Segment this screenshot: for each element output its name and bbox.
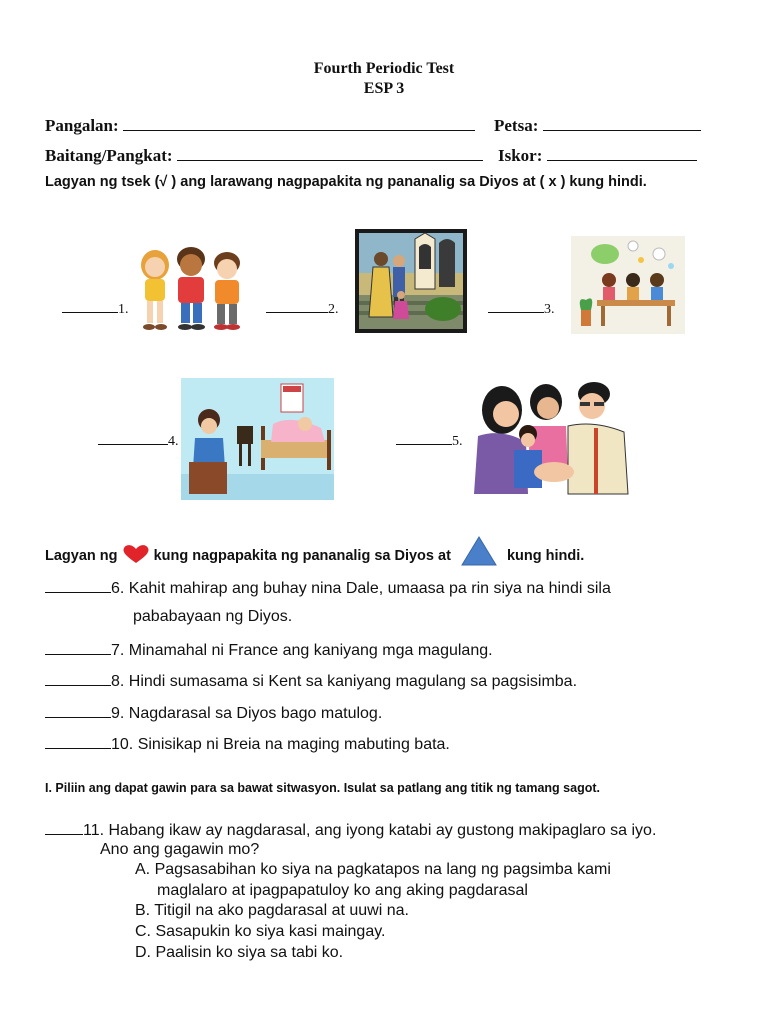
item-2-answer — [266, 298, 339, 318]
heart-icon — [122, 544, 150, 568]
answer-blank-9[interactable] — [45, 703, 111, 718]
answer-blank-10[interactable] — [45, 734, 111, 749]
petsa-field[interactable] — [543, 115, 701, 131]
item-9 — [45, 703, 382, 723]
choice-b: B. Titigil na ako pagdarasal at uuwi na. — [135, 902, 409, 919]
item-11-text: 11. Habang ikaw ay nagdarasal, ang iyong katabi ay gustong makipaglaro sa iyo. — [83, 822, 657, 839]
baitang-row — [45, 145, 483, 166]
part2-instruction-c: kung hindi. — [506, 548, 585, 564]
item-4-answer — [98, 430, 179, 450]
item-5-answer — [396, 430, 463, 450]
part2-instruction — [45, 536, 584, 570]
iskor-row — [498, 145, 697, 166]
pangalan-label: Pangalan: — [45, 116, 119, 135]
item-3-answer — [488, 298, 555, 318]
item-10 — [45, 734, 450, 754]
answer-blank-8[interactable] — [45, 671, 111, 686]
item-4-number: 4. — [168, 434, 179, 449]
test-title: Fourth Periodic Test — [313, 60, 455, 77]
item-11-question: Ano ang gagawin mo? — [100, 841, 260, 858]
item-5-number: 5. — [452, 434, 463, 449]
baitang-label: Baitang/Pangkat: — [45, 146, 173, 165]
picture-children-walking — [133, 243, 255, 335]
answer-blank-5[interactable] — [396, 430, 452, 445]
pangalan-field[interactable] — [123, 115, 475, 131]
item-6-continued: pababayaan ng Diyos. — [133, 608, 293, 625]
answer-blank-3[interactable] — [488, 298, 544, 313]
item-1-answer — [62, 298, 129, 318]
item-6-text: 6. Kahit mahirap ang buhay nina Dale, umaasa pa rin siya na hindi sila — [111, 580, 611, 597]
item-8-text: 8. Hindi sumasama si Kent sa kaniyang magulang sa pagsisimba. — [111, 673, 578, 690]
choice-c: C. Sasapukin ko siya kasi maingay. — [135, 923, 386, 940]
answer-blank-7[interactable] — [45, 640, 111, 655]
part1-instruction: Lagyan ng tsek (√ ) ang larawang nagpapakita ng pananalig sa Diyos at ( x ) kung hindi. — [45, 174, 647, 190]
item-10-text: 10. Sinisikap ni Breia na maging mabuting bata. — [111, 736, 450, 753]
pangalan-row — [45, 115, 475, 136]
petsa-row — [494, 115, 701, 136]
item-7 — [45, 640, 493, 660]
choice-d: D. Paalisin ko siya sa tabi ko. — [135, 944, 344, 961]
answer-blank-1[interactable] — [62, 298, 118, 313]
item-3-number: 3. — [544, 302, 555, 317]
picture-family-church — [355, 229, 467, 333]
answer-blank-2[interactable] — [266, 298, 328, 313]
item-2-number: 2. — [328, 302, 339, 317]
answer-blank-6[interactable] — [45, 578, 111, 593]
triangle-icon — [461, 536, 497, 570]
answer-blank-4[interactable] — [98, 430, 168, 445]
iskor-field[interactable] — [547, 145, 697, 161]
item-6 — [45, 578, 611, 598]
test-subtitle: ESP 3 — [363, 80, 405, 97]
choice-a-continued: maglalaro at ipagpapatuloy ko ang aking pagdarasal — [157, 882, 528, 899]
item-7-text: 7. Minamahal ni France ang kaniyang mga magulang. — [111, 642, 493, 659]
baitang-field[interactable] — [177, 145, 483, 161]
picture-children-at-table — [571, 236, 685, 334]
part2-instruction-a: Lagyan ng — [45, 548, 118, 564]
item-9-text: 9. Nagdarasal sa Diyos bago matulog. — [111, 705, 383, 722]
petsa-label: Petsa: — [494, 116, 539, 135]
item-1-number: 1. — [118, 302, 129, 317]
choice-a: A. Pagsasabihan ko siya na pagkatapos na lang ng pagsimba kami — [135, 861, 611, 878]
picture-family-praying — [468, 376, 632, 496]
item-11 — [45, 820, 656, 840]
part3-instruction: I. Piliin ang dapat gawin para sa bawat sitwasyon. Isulat sa patlang ang titik ng tamang sagot. — [45, 781, 600, 795]
item-8 — [45, 671, 577, 691]
part2-instruction-b: kung nagpapakita ng pananalig sa Diyos at — [153, 548, 451, 564]
iskor-label: Iskor: — [498, 146, 543, 165]
answer-blank-11[interactable] — [45, 820, 83, 835]
picture-boy-praying-at-bedside — [181, 378, 334, 500]
